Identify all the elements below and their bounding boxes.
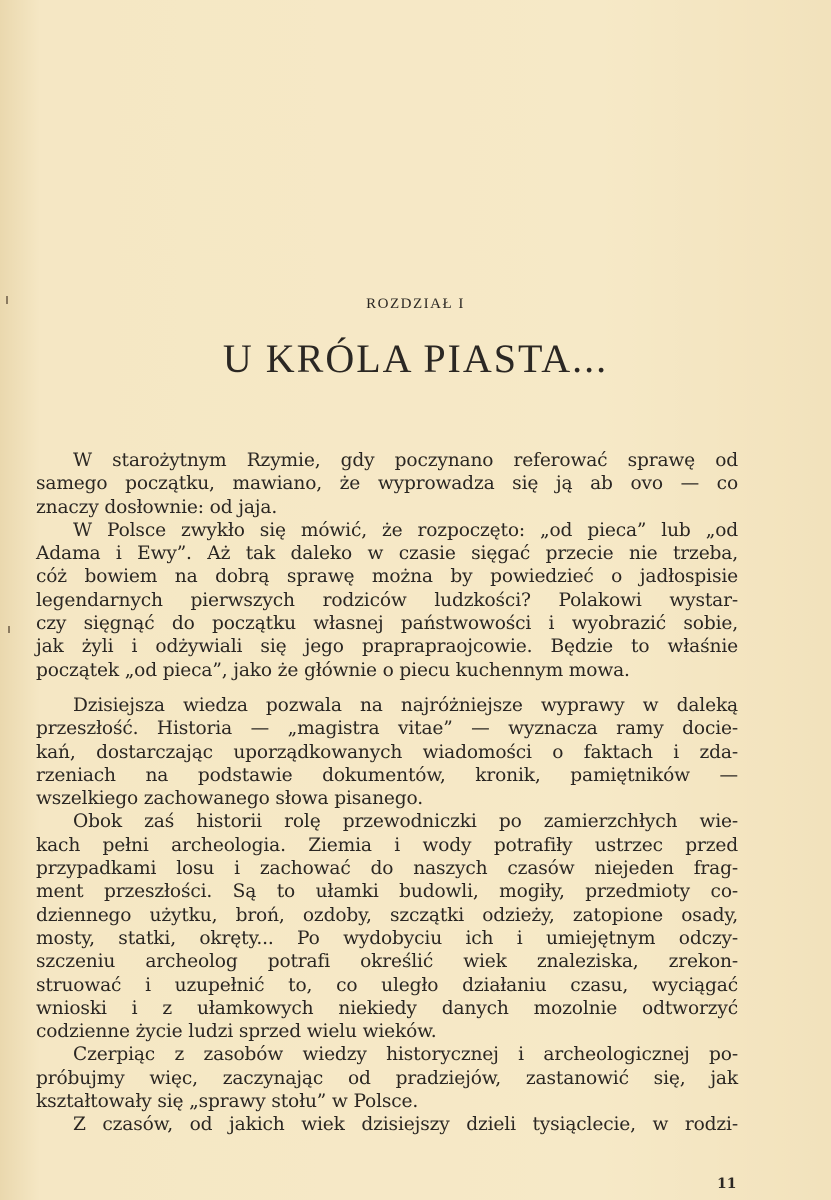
text-line: Czerpiąc z zasobów wiedzy historycznej i archeologicznej po- [73,1044,738,1066]
text-line: legendarnych pierwszych rodziców ludzkości? Polakowi wystar- [36,589,738,611]
text-line: próbujmy więc, zaczynając od pradziejów, zastanowić się, jak [36,1067,738,1089]
text-line: mosty, statki, okręty... Po wydobyciu ich i umiejętnym odczy- [36,927,738,949]
text-line: Obok zaś historii rolę przewodniczki po zamierzchłych wie- [73,811,738,833]
chapter-title: U KRÓLA PIASTA... [222,336,609,381]
text-line: struować i uzupełnić to, co uległo działaniu czasu, wyciągać [36,974,738,996]
text-line: kach pełni archeologia. Ziemia i wody potrafiły ustrzec przed [36,834,738,856]
text-line: W Polsce zwykło się mówić, że rozpoczęto: „od pieca” lub „od [73,519,738,541]
text-line: Z czasów, od jakich wiek dzisiejszy dzieli tysiąclecie, w rodzi- [73,1114,738,1136]
chapter-label: ROZDZIAŁ I [366,296,465,312]
text-line: kań, dostarczając uporządkowanych wiadomości o faktach i zda- [36,741,738,763]
text-line: początek „od pieca”, jako że głównie o piecu kuchennym mowa. [36,659,630,681]
text-line: Dzisiejsza wiedza pozwala na najróżniejsze wyprawy w daleką [73,694,738,716]
text-line: znaczy dosłownie: od jaja. [36,496,278,518]
text-line: wszelkiego zachowanego słowa pisanego. [36,788,423,810]
text-line: przeszłość. Historia — „magistra vitae” — wyznacza ramy docie- [36,718,738,740]
text-line: ment przeszłości. Są to ułamki budowli, mogiły, przedmioty co- [36,881,738,903]
text-line: szczeniu archeolog potrafi określić wiek znaleziska, zrekon- [36,951,738,973]
text-line: jak żyli i odżywiali się jego praprapraojcowie. Będzie to właśnie [36,636,738,658]
text-line: kształtowały się „sprawy stołu” w Polsce. [36,1091,419,1113]
text-line: Adama i Ewy”. Aż tak daleko w czasie sięgać przecie nie trzeba, [36,543,738,565]
text-line: przypadkami losu i zachować do naszych czasów niejeden frag- [36,858,738,880]
text-line: samego początku, mawiano, że wyprowadza się ją ab ovo — co [36,473,738,495]
scan-mark [8,626,10,633]
text-line: czy sięgnąć do początku własnej państwowości i wyobrazić sobie, [36,613,738,635]
text-line: rzeniach na podstawie dokumentów, kronik, pamiętników — [36,764,738,786]
body-text [36,449,738,1137]
text-line: wnioski i z ułamkowych niekiedy danych mozolnie odtworzyć [36,997,738,1019]
page-number: 11 [717,1176,737,1192]
section-gap [36,682,738,694]
text-line: dziennego użytku, broń, ozdoby, szczątki odzieży, zatopione osady, [36,904,738,926]
text-line: cóż bowiem na dobrą sprawę można by powiedzieć o jadłospisie [36,566,738,588]
text-line: W starożytnym Rzymie, gdy poczynano referować sprawę od [73,450,738,471]
text-line: codzienne życie ludzi sprzed wielu wieków. [36,1021,437,1043]
